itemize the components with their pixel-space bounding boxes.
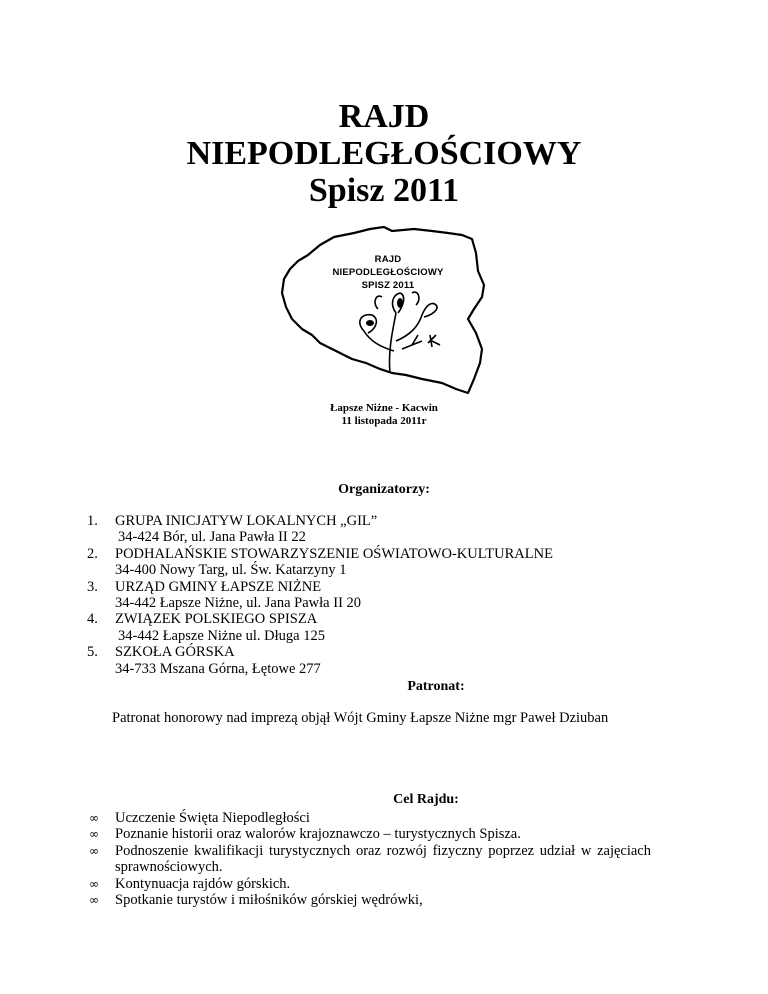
caption-date: 11 listopada 2011r (341, 415, 427, 427)
title-line-1: RAJD (338, 98, 430, 135)
goal-text: Uczczenie Święta Niepodległości (115, 810, 310, 826)
goal-text: Podnoszenie kwalifikacji turystycznych oraz rozwój fizyczny poprzez udział w zajęciach sprawnościowych. (115, 842, 651, 876)
organizer-name: SZKOŁA GÓRSKA (115, 644, 235, 661)
page-title (0, 98, 768, 209)
infinity-bullet-icon: ∞ (89, 843, 99, 858)
title-line-3: Spisz 2011 (308, 172, 460, 209)
goals-heading: Cel Rajdu: (393, 792, 459, 807)
caption-location: Łapsze Niżne - Kacwin (330, 402, 438, 414)
patronage-heading: Patronat: (407, 679, 465, 694)
rally-logo (272, 223, 504, 401)
organizer-address: 34-442 Łapsze Niżne, ul. Jana Pawła II 20 (115, 595, 362, 612)
organizer-name: URZĄD GMINY ŁAPSZE NIŻNE (115, 578, 322, 595)
organizer-address: 34-733 Mszana Górna, Łętowe 277 (115, 660, 321, 677)
organizer-item (87, 513, 553, 546)
goal-item (89, 875, 651, 892)
goal-item (89, 892, 651, 909)
organizer-item (87, 644, 553, 677)
poland-map-flower-icon (272, 223, 504, 401)
organizer-address: 34-400 Nowy Targ, ul. Św. Katarzyny 1 (115, 562, 347, 579)
goal-text: Poznanie historii oraz walorów krajoznawczo – turystycznych Spisza. (115, 826, 521, 843)
organizers-list (87, 513, 553, 677)
organizer-item (87, 545, 553, 579)
organizer-number: 5. (87, 644, 98, 661)
organizer-number: 1. (87, 513, 98, 529)
organizer-name: PODHALAŃSKIE STOWARZYSZENIE OŚWIATOWO-KULTURALNE (115, 545, 553, 562)
logo-line-2: NIEPODLEGŁOŚCIOWY (332, 267, 444, 278)
goal-text: Spotkanie turystów i miłośników górskiej wędrówki, (115, 892, 423, 909)
goal-item (89, 826, 651, 843)
organizers-heading: Organizatorzy: (338, 482, 430, 497)
goal-item (89, 842, 651, 876)
organizer-name: GRUPA INICJATYW LOKALNYCH „GIL” (115, 513, 378, 529)
infinity-bullet-icon: ∞ (89, 811, 99, 825)
goal-item (89, 810, 651, 826)
logo-line-3: SPISZ 2011 (361, 280, 415, 291)
organizer-number: 4. (87, 611, 98, 628)
organizer-name: ZWIĄZEK POLSKIEGO SPISZA (115, 611, 318, 628)
organizer-number: 3. (87, 578, 98, 595)
title-line-2: NIEPODLEGŁOŚCIOWY (186, 135, 582, 172)
logo-caption (0, 402, 768, 428)
organizer-number: 2. (87, 545, 98, 562)
organizer-item (87, 611, 553, 644)
logo-text (272, 253, 504, 292)
infinity-bullet-icon: ∞ (89, 893, 99, 908)
poland-outline (282, 227, 484, 393)
infinity-bullet-icon: ∞ (89, 827, 99, 842)
goals-list (89, 810, 651, 909)
patronage-text: Patronat honorowy nad imprezą objął Wójt Gminy Łapsze Niżne mgr Paweł Dziuban (112, 710, 609, 726)
infinity-bullet-icon: ∞ (89, 876, 99, 891)
organizer-item (87, 578, 553, 612)
goal-text: Kontynuacja rajdów górskich. (115, 875, 291, 892)
organizer-address: 34-442 Łapsze Niżne ul. Długa 125 (118, 627, 325, 644)
logo-line-1: RAJD (374, 254, 402, 265)
organizer-address: 34-424 Bór, ul. Jana Pawła II 22 (118, 529, 306, 546)
